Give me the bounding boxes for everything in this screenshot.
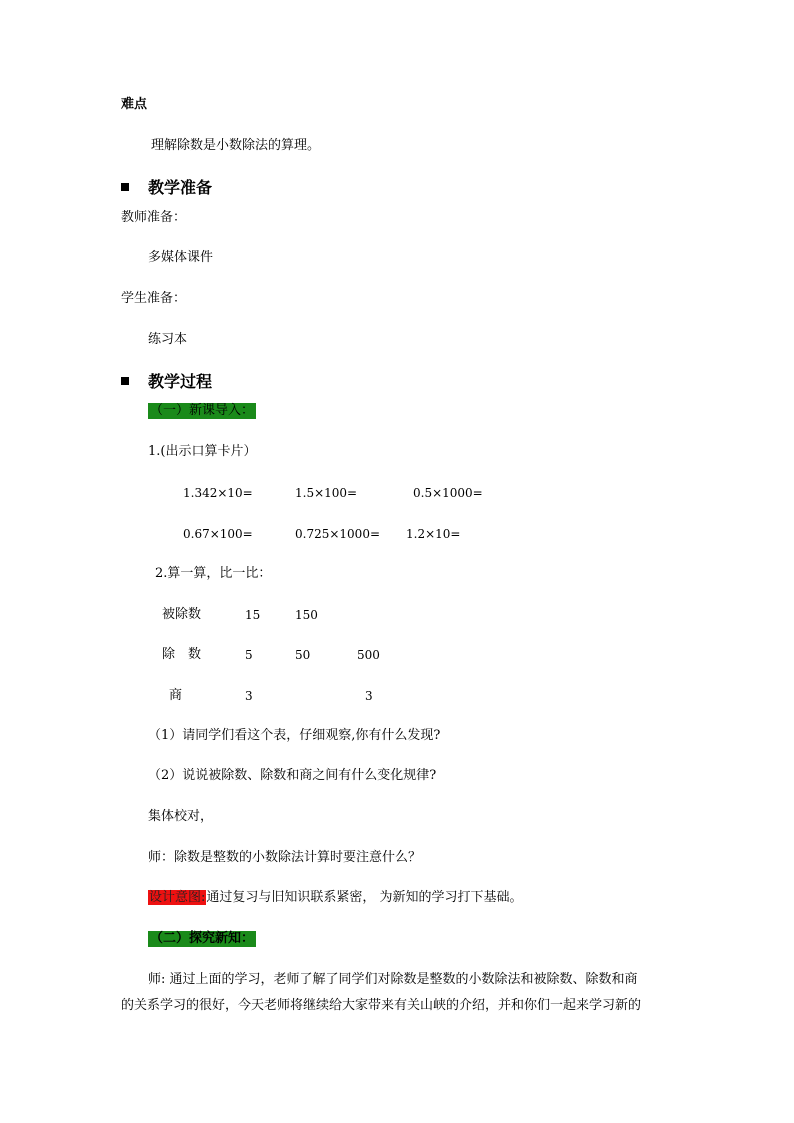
table-row-label: 被除数 [162, 607, 202, 622]
teacher-prep-label: 教师准备： [121, 210, 187, 225]
step2: 2.算一算，比一比： [155, 566, 272, 581]
paragraph-line: 师: 通过上面的学习，老师了解了同学们对除数是整数的小数除法和被除数、除数和商 [148, 972, 638, 987]
bullet-icon [121, 183, 129, 191]
design-text: 通过复习与旧知识联系紧密， 为新知的学习打下基础。 [206, 890, 523, 905]
difficulty-heading: 难点 [121, 97, 148, 112]
student-prep-item: 练习本 [148, 332, 188, 347]
check-text: 集体校对， [148, 809, 214, 824]
prep-heading: 教学准备 [148, 178, 213, 197]
process-heading: 教学过程 [148, 372, 213, 391]
section2-label: （二）探究新知： [150, 931, 255, 946]
teacher-prep-item: 多媒体课件 [148, 250, 214, 265]
design-label: 设计意图: [149, 890, 206, 905]
section1-label: （一）新课导入： [150, 403, 255, 418]
teacher-question: 师：除数是整数的小数除法计算时要注意什么？ [148, 850, 422, 865]
calc-item: 1.2×10= [406, 527, 461, 541]
student-prep-label: 学生准备： [121, 291, 187, 306]
table-cell: 500 [357, 648, 380, 662]
bullet-icon [121, 377, 129, 385]
calc-item: 1.5×100= [295, 486, 358, 500]
calc-item: 0.67×100= [183, 527, 253, 541]
calc-item: 1.342×10= [183, 486, 253, 500]
calc-item: 0.725×1000= [295, 527, 381, 541]
table-row-label: 除 数 [162, 647, 202, 662]
question-2: （2）说说被除数、除数和商之间有什么变化规律? [148, 768, 437, 783]
table-cell: 15 [245, 608, 261, 622]
difficulty-text: 理解除数是小数除法的算理。 [151, 138, 321, 153]
design-intent [148, 890, 523, 906]
paragraph-line: 的关系学习的很好，今天老师将继续给大家带来有关山峡的介绍，并和你们一起来学习新的 [121, 998, 642, 1013]
table-row-label: 商 [169, 688, 183, 703]
table-cell: 3 [365, 689, 373, 703]
question-1: （1）请同学们看这个表，仔细观察,你有什么发现? [148, 728, 441, 743]
calc-item: 0.5×1000= [413, 486, 483, 500]
step1: 1.(出示口算卡片） [148, 444, 257, 459]
table-cell: 3 [245, 689, 253, 703]
table-cell: 150 [295, 608, 318, 622]
table-cell: 5 [245, 648, 253, 662]
table-cell: 50 [295, 648, 311, 662]
